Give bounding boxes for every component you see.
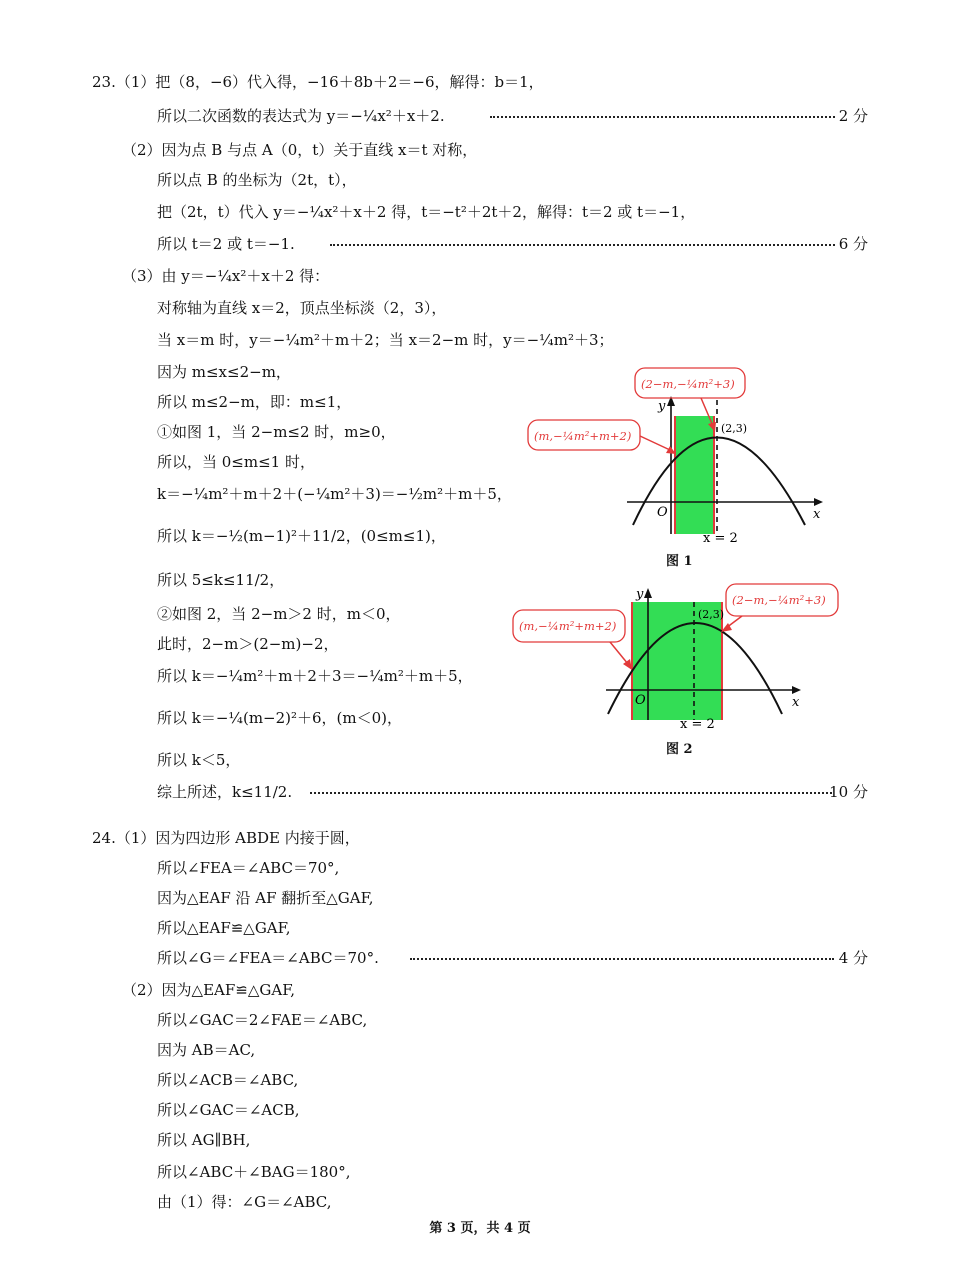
q23-line-12: ①如图 1，当 2−m≤2 时，m≥0， bbox=[157, 423, 396, 441]
score-leader bbox=[490, 116, 835, 118]
score-label: 6 分 bbox=[838, 235, 868, 253]
q23-line-10: 因为 m≤x≤2−m， bbox=[157, 363, 291, 381]
q23-line-15: 所以 k＝−½(m−1)²＋11/2，(0≤m≤1)， bbox=[157, 527, 446, 545]
q24-line-7: 所以∠GAC＝2∠FAE＝∠ABC, bbox=[157, 1011, 368, 1029]
figure-1-caption: 图 1 bbox=[666, 554, 693, 569]
q24-line-13: 由（1）得：∠G＝∠ABC, bbox=[157, 1193, 332, 1211]
score-leader bbox=[310, 792, 832, 794]
q23-line-20: 所以 k＝−¼(m−2)²＋6，(m＜0)， bbox=[157, 709, 403, 727]
axis-label: x = 2 bbox=[680, 717, 715, 730]
score-leader bbox=[330, 244, 835, 246]
q23-line-19: 所以 k＝−¼m²＋m＋2＋3＝−¼m²＋m＋5， bbox=[157, 667, 473, 685]
vertex-label: (2,3) bbox=[721, 422, 748, 435]
vertex-label: (2,3) bbox=[698, 608, 725, 621]
x-axis-arrow bbox=[814, 498, 823, 506]
q23-line-9: 当 x＝m 时，y＝−¼m²＋m＋2；当 x＝2−m 时，y＝−¼m²＋3； bbox=[157, 331, 614, 349]
q24-line-3: 因为△EAF 沿 AF 翻折至△GAF, bbox=[157, 889, 374, 907]
x-label: x bbox=[813, 507, 821, 522]
q24-line-2: 所以∠FEA＝∠ABC＝70°, bbox=[157, 859, 340, 877]
q23-line-6: 所以 t＝2 或 t＝−1. bbox=[157, 235, 295, 253]
q24-line-10: 所以∠GAC＝∠ACB, bbox=[157, 1101, 300, 1119]
left-annotation-arrow bbox=[610, 642, 628, 664]
q23-line-7: （3）由 y＝−¼x²＋x＋2 得： bbox=[122, 267, 330, 285]
figure-1 bbox=[525, 362, 845, 552]
y-axis-arrow bbox=[644, 588, 652, 598]
y-label: y bbox=[636, 587, 644, 602]
figure-2 bbox=[510, 580, 855, 730]
x-axis-arrow bbox=[792, 686, 801, 694]
q24-line-4: 所以△EAF≌△GAF, bbox=[157, 919, 291, 937]
q23-line-8: 对称轴为直线 x＝2，顶点坐标淡（2，3）， bbox=[157, 299, 447, 317]
score-label: 2 分 bbox=[838, 107, 868, 125]
q23-line-4: 所以点 B 的坐标为（2t，t）， bbox=[157, 171, 357, 189]
q24-line-11: 所以 AG∥BH, bbox=[157, 1131, 251, 1149]
y-label: y bbox=[658, 399, 666, 414]
origin-label: O bbox=[635, 693, 646, 708]
figure-2-caption: 图 2 bbox=[666, 742, 693, 757]
green-strip bbox=[675, 416, 714, 534]
q23-line-16: 所以 5≤k≤11/2， bbox=[157, 571, 285, 589]
q23-line-17: ②如图 2，当 2−m＞2 时，m＜0， bbox=[157, 605, 401, 623]
q23-line-3: （2）因为点 B 与点 A（0，t）关于直线 x＝t 对称， bbox=[122, 141, 478, 159]
q23-line-13: 所以，当 0≤m≤1 时， bbox=[157, 453, 315, 471]
q24-line-8: 因为 AB＝AC, bbox=[157, 1041, 256, 1059]
axis-label: x = 2 bbox=[703, 531, 738, 546]
q23-line-1: 23.（1）把（8，−6）代入得，−16＋8b＋2＝−6，解得：b＝1， bbox=[92, 73, 544, 91]
origin-label: O bbox=[657, 505, 668, 520]
right-annotation: (2−m,−¼m²+3) bbox=[641, 377, 735, 391]
q24-line-9: 所以∠ACB＝∠ABC, bbox=[157, 1071, 299, 1089]
q23-line-11: 所以 m≤2−m，即：m≤1， bbox=[157, 393, 352, 411]
page-footer: 第 3 页，共 4 页 bbox=[429, 1221, 531, 1236]
score-label: 4 分 bbox=[838, 949, 868, 967]
q24-line-5: 所以∠G＝∠FEA＝∠ABC＝70°. bbox=[157, 949, 379, 967]
q24-line-1: 24.（1）因为四边形 ABDE 内接于圆， bbox=[92, 829, 360, 847]
left-annotation: (m,−¼m²+m+2) bbox=[534, 429, 632, 443]
q24-line-6: （2）因为△EAF≌△GAF, bbox=[122, 981, 296, 999]
right-annotation: (2−m,−¼m²+3) bbox=[732, 593, 826, 607]
q23-line-2: 所以二次函数的表达式为 y＝−¼x²＋x＋2. bbox=[157, 107, 445, 125]
q23-line-5: 把（2t，t）代入 y＝−¼x²＋x＋2 得，t＝−t²＋2t＋2，解得：t＝2 或 t＝−1， bbox=[157, 203, 696, 221]
x-label: x bbox=[792, 695, 800, 710]
score-label: 10 分 bbox=[829, 783, 868, 801]
left-annotation-arrow bbox=[640, 436, 670, 450]
q23-line-18: 此时，2−m＞(2−m)−2， bbox=[157, 635, 339, 653]
q23-line-14: k＝−¼m²＋m＋2＋(−¼m²＋3)＝−½m²＋m＋5， bbox=[157, 485, 512, 503]
q24-line-12: 所以∠ABC＋∠BAG＝180°, bbox=[157, 1163, 351, 1181]
left-annotation: (m,−¼m²+m+2) bbox=[519, 619, 617, 633]
score-leader bbox=[410, 958, 834, 960]
q23-line-22: 综上所述，k≤11/2. bbox=[157, 783, 293, 801]
q23-line-21: 所以 k＜5， bbox=[157, 751, 241, 769]
